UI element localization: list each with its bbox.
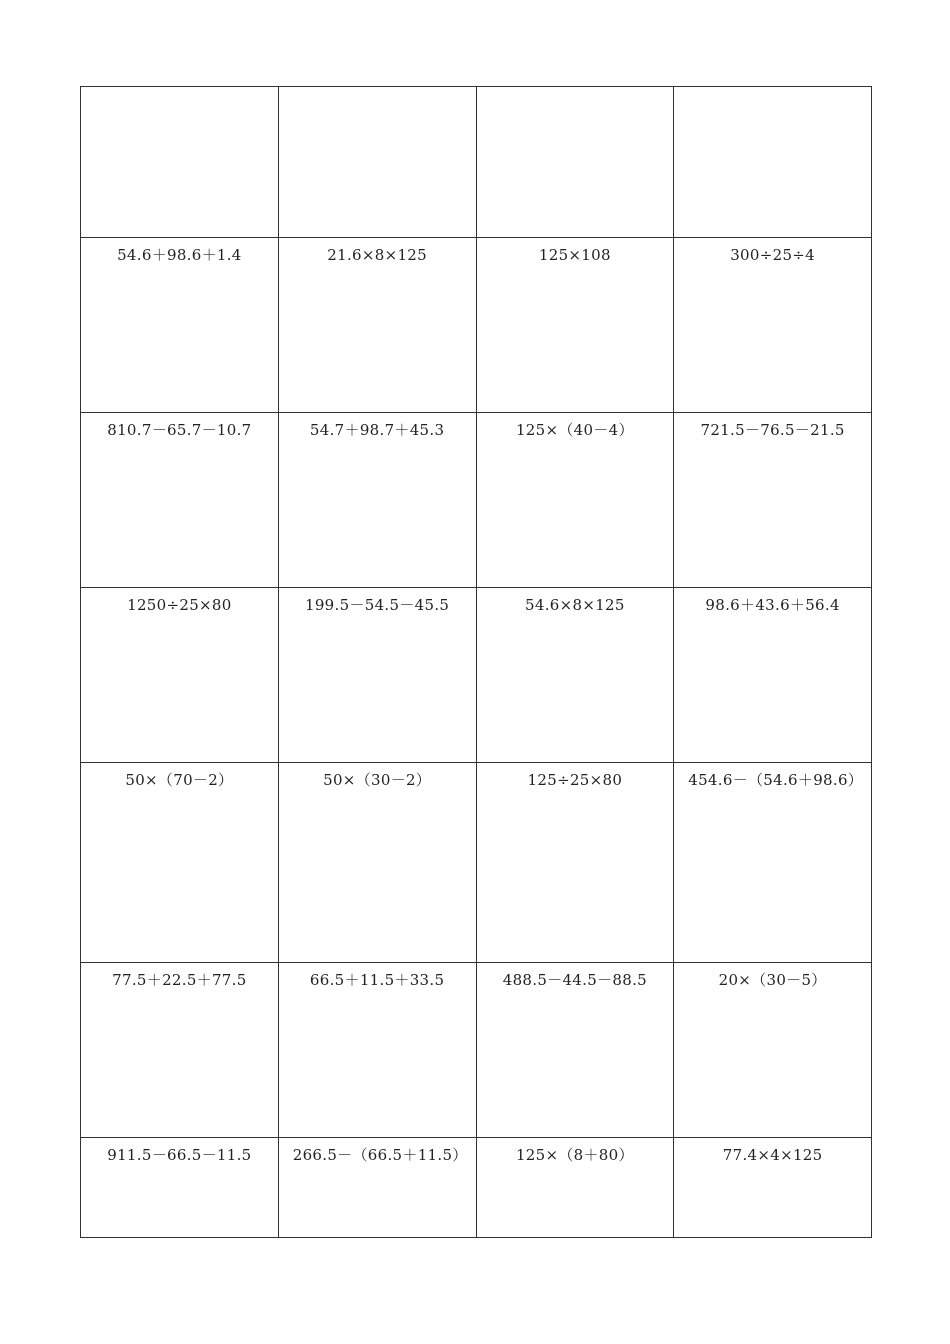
problem-cell: 810.7－65.7－10.7 — [81, 413, 279, 588]
problem-cell — [674, 87, 872, 238]
problem-cell: 125×108 — [476, 238, 674, 413]
table-row — [81, 763, 872, 963]
problem-cell: 54.6＋98.6＋1.4 — [81, 238, 279, 413]
problem-cell: 50×（30－2） — [278, 763, 476, 963]
problem-cell: 125×（8＋80） — [476, 1138, 674, 1238]
problem-cell — [81, 87, 279, 238]
problem-cell: 50×（70－2） — [81, 763, 279, 963]
table-row — [81, 413, 872, 588]
problem-cell: 488.5－44.5－88.5 — [476, 963, 674, 1138]
problem-cell: 54.7＋98.7＋45.3 — [278, 413, 476, 588]
table-row — [81, 87, 872, 238]
table-row — [81, 963, 872, 1138]
problem-cell: 54.6×8×125 — [476, 588, 674, 763]
problem-cell: 66.5＋11.5＋33.5 — [278, 963, 476, 1138]
arithmetic-worksheet-table — [80, 86, 872, 1238]
problem-cell: 454.6－（54.6＋98.6） — [674, 763, 872, 963]
problem-cell — [278, 87, 476, 238]
problem-cell: 300÷25÷4 — [674, 238, 872, 413]
problem-cell: 266.5－（66.5＋11.5） — [278, 1138, 476, 1238]
table-row — [81, 1138, 872, 1238]
problem-cell: 911.5－66.5－11.5 — [81, 1138, 279, 1238]
problem-cell: 20×（30－5） — [674, 963, 872, 1138]
problem-cell: 199.5－54.5－45.5 — [278, 588, 476, 763]
problem-cell: 125×（40－4） — [476, 413, 674, 588]
problem-cell: 21.6×8×125 — [278, 238, 476, 413]
problem-cell: 125÷25×80 — [476, 763, 674, 963]
problem-cell: 77.4×4×125 — [674, 1138, 872, 1238]
problem-cell: 1250÷25×80 — [81, 588, 279, 763]
table-row — [81, 588, 872, 763]
problem-cell: 721.5－76.5－21.5 — [674, 413, 872, 588]
problem-cell: 98.6＋43.6＋56.4 — [674, 588, 872, 763]
problem-cell: 77.5＋22.5＋77.5 — [81, 963, 279, 1138]
table-row — [81, 238, 872, 413]
problem-cell — [476, 87, 674, 238]
